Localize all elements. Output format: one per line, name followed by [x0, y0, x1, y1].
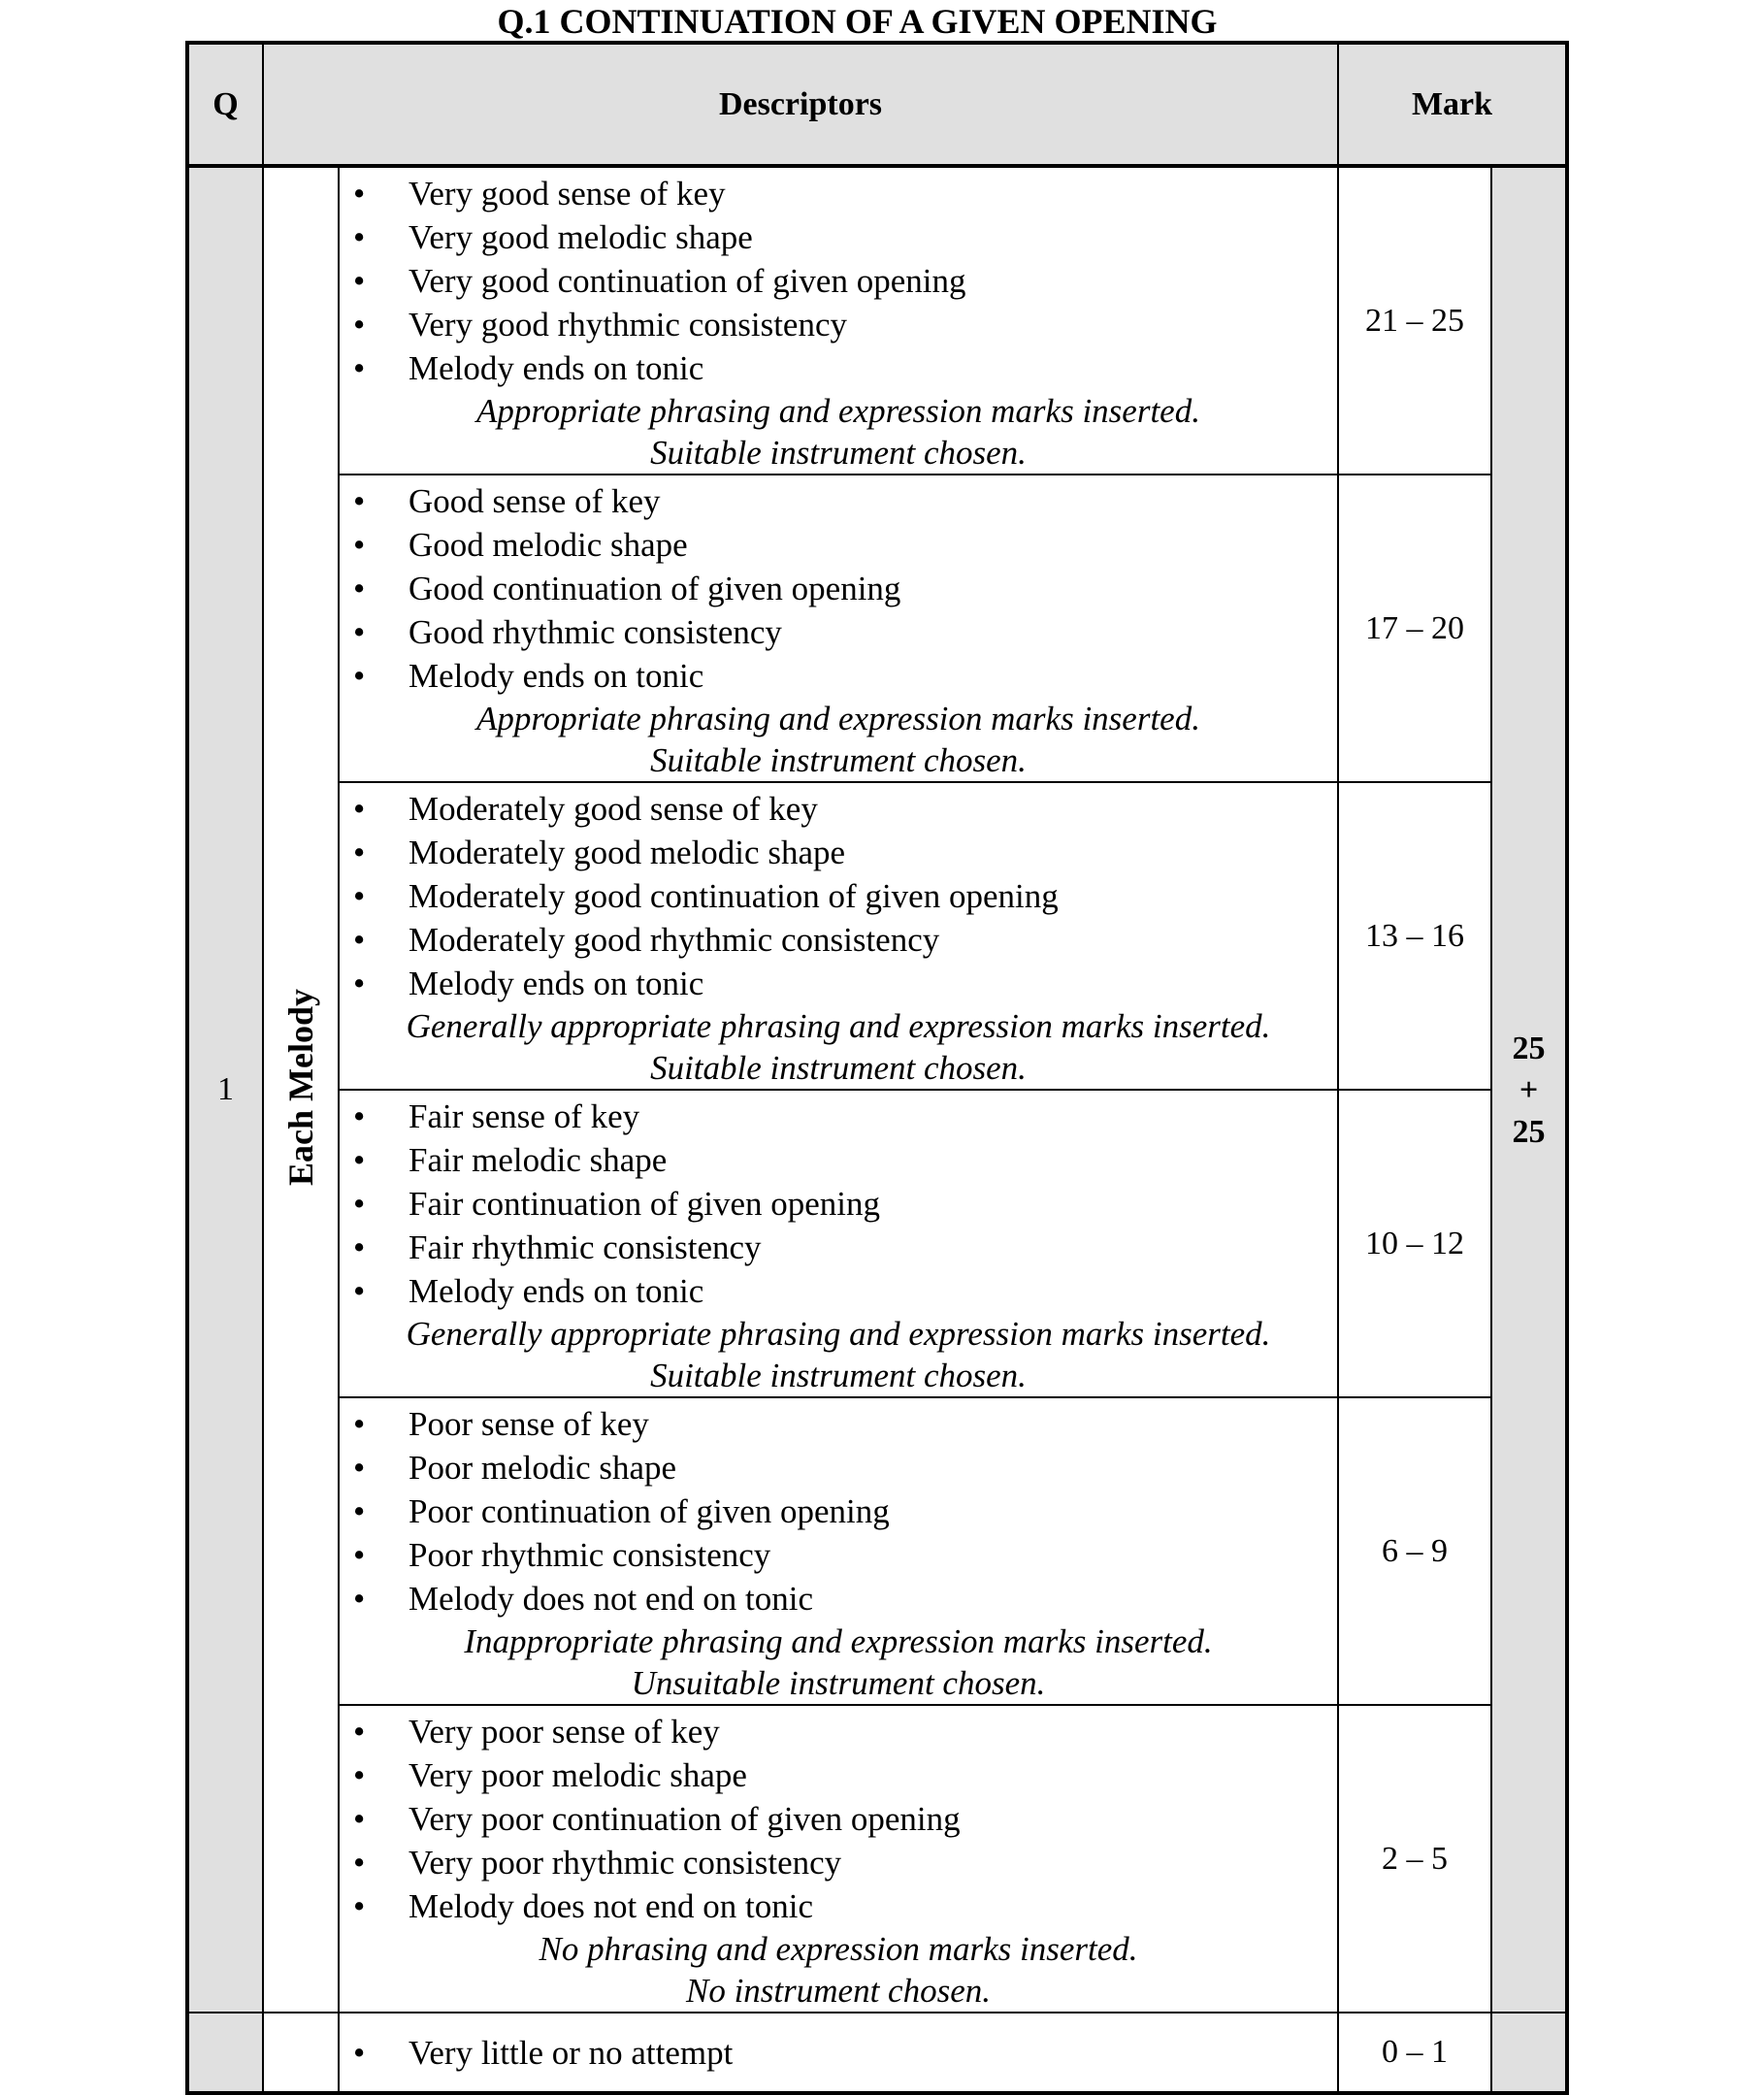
descriptor-item: • Melody ends on tonic	[340, 1269, 1337, 1313]
descriptor-note: Generally appropriate phrasing and expression marks inserted.	[406, 1007, 1271, 1045]
total-mark	[1491, 166, 1567, 2013]
mark-range: 21 – 25	[1338, 166, 1491, 475]
descriptor-item: • Very poor rhythmic consistency	[340, 1841, 1337, 1884]
side-label-cell	[263, 166, 339, 2013]
descriptor-item: • Moderately good continuation of given opening	[340, 874, 1337, 918]
mark-range: 10 – 12	[1338, 1090, 1491, 1397]
descriptor-cell	[339, 782, 1338, 1090]
band-row	[187, 475, 1567, 782]
descriptor-note: Unsuitable instrument chosen.	[631, 1664, 1046, 1702]
descriptor-item: • Fair continuation of given opening	[340, 1182, 1337, 1226]
descriptor-item: • Fair rhythmic consistency	[340, 1226, 1337, 1269]
header-mark: Mark	[1338, 43, 1567, 166]
descriptor-note: Generally appropriate phrasing and expression marks inserted.	[406, 1315, 1271, 1353]
total-mark-plus: +	[1519, 1071, 1539, 1108]
descriptor-item: • Moderately good rhythmic consistency	[340, 918, 1337, 962]
descriptor-item: • Poor continuation of given opening	[340, 1489, 1337, 1533]
total-mark-bottom: 25	[1512, 1113, 1546, 1150]
descriptor-item: • Very good sense of key	[340, 172, 1337, 215]
band-row	[187, 1705, 1567, 2013]
question-number: 1	[187, 166, 263, 2013]
descriptor-note: No instrument chosen.	[685, 1972, 991, 2010]
mark-range: 6 – 9	[1338, 1397, 1491, 1705]
descriptor-item: • Melody ends on tonic	[340, 654, 1337, 698]
descriptor-item: • Poor sense of key	[340, 1402, 1337, 1446]
mark-range: 0 – 1	[1338, 2013, 1491, 2093]
descriptor-cell	[339, 166, 1338, 475]
descriptor-note: Inappropriate phrasing and expression marks inserted.	[464, 1622, 1213, 1660]
descriptor-item: • Poor rhythmic consistency	[340, 1533, 1337, 1577]
descriptor-item: • Very good continuation of given opening	[340, 259, 1337, 303]
descriptor-note: Suitable instrument chosen.	[650, 741, 1027, 779]
empty-total-cell	[1491, 2013, 1567, 2093]
band-row	[187, 1090, 1567, 1397]
descriptor-note: No phrasing and expression marks inserted.	[539, 1930, 1138, 1968]
total-mark-top: 25	[1512, 1030, 1546, 1066]
descriptor-item: • Very poor continuation of given opening	[340, 1797, 1337, 1841]
descriptor-cell	[339, 475, 1338, 782]
mark-range: 2 – 5	[1338, 1705, 1491, 2013]
descriptor-note: Appropriate phrasing and expression marks inserted.	[476, 392, 1200, 430]
band-row	[187, 782, 1567, 1090]
descriptor-item: • Very good melodic shape	[340, 215, 1337, 259]
band-row	[187, 166, 1567, 475]
descriptor-item: • Fair sense of key	[340, 1095, 1337, 1138]
descriptor-item: • Very good rhythmic consistency	[340, 303, 1337, 346]
descriptor-item: • Good melodic shape	[340, 523, 1337, 567]
descriptor-note: Suitable instrument chosen.	[650, 1357, 1027, 1394]
mark-range: 13 – 16	[1338, 782, 1491, 1090]
descriptor-item: • Melody ends on tonic	[340, 962, 1337, 1005]
descriptor-item: • Very poor sense of key	[340, 1710, 1337, 1753]
descriptor-item: • Moderately good sense of key	[340, 787, 1337, 831]
descriptor-item: • Very little or no attempt	[340, 2031, 1337, 2075]
header-descriptors: Descriptors	[263, 43, 1338, 166]
last-row	[187, 2013, 1567, 2093]
descriptor-note: Suitable instrument chosen.	[650, 434, 1027, 472]
descriptor-item: • Good rhythmic consistency	[340, 610, 1337, 654]
band-row	[187, 1397, 1567, 1705]
descriptor-item: • Melody does not end on tonic	[340, 1577, 1337, 1620]
empty-label-cell	[263, 2013, 339, 2093]
descriptor-item: • Very poor melodic shape	[340, 1753, 1337, 1797]
descriptor-item: • Good sense of key	[340, 479, 1337, 523]
descriptor-note: Suitable instrument chosen.	[650, 1049, 1027, 1087]
marking-scheme-table	[185, 41, 1569, 2095]
descriptor-item: • Fair melodic shape	[340, 1138, 1337, 1182]
descriptor-cell	[339, 1397, 1338, 1705]
descriptor-item: • Melody ends on tonic	[340, 346, 1337, 390]
descriptor-cell	[339, 1705, 1338, 2013]
header-q: Q	[187, 43, 263, 166]
descriptor-item: • Moderately good melodic shape	[340, 831, 1337, 874]
descriptor-cell	[339, 1090, 1338, 1397]
descriptor-item: • Poor melodic shape	[340, 1446, 1337, 1489]
header-row	[187, 43, 1567, 166]
side-label: Each Melody	[281, 989, 320, 1186]
descriptor-item: • Good continuation of given opening	[340, 567, 1337, 610]
mark-range: 17 – 20	[1338, 475, 1491, 782]
descriptor-item: • Melody does not end on tonic	[340, 1884, 1337, 1928]
empty-q-cell	[187, 2013, 263, 2093]
descriptor-note: Appropriate phrasing and expression marks inserted.	[476, 700, 1200, 737]
descriptor-cell	[339, 2013, 1338, 2093]
page-title: Q.1 CONTINUATION OF A GIVEN OPENING	[497, 2, 1218, 41]
